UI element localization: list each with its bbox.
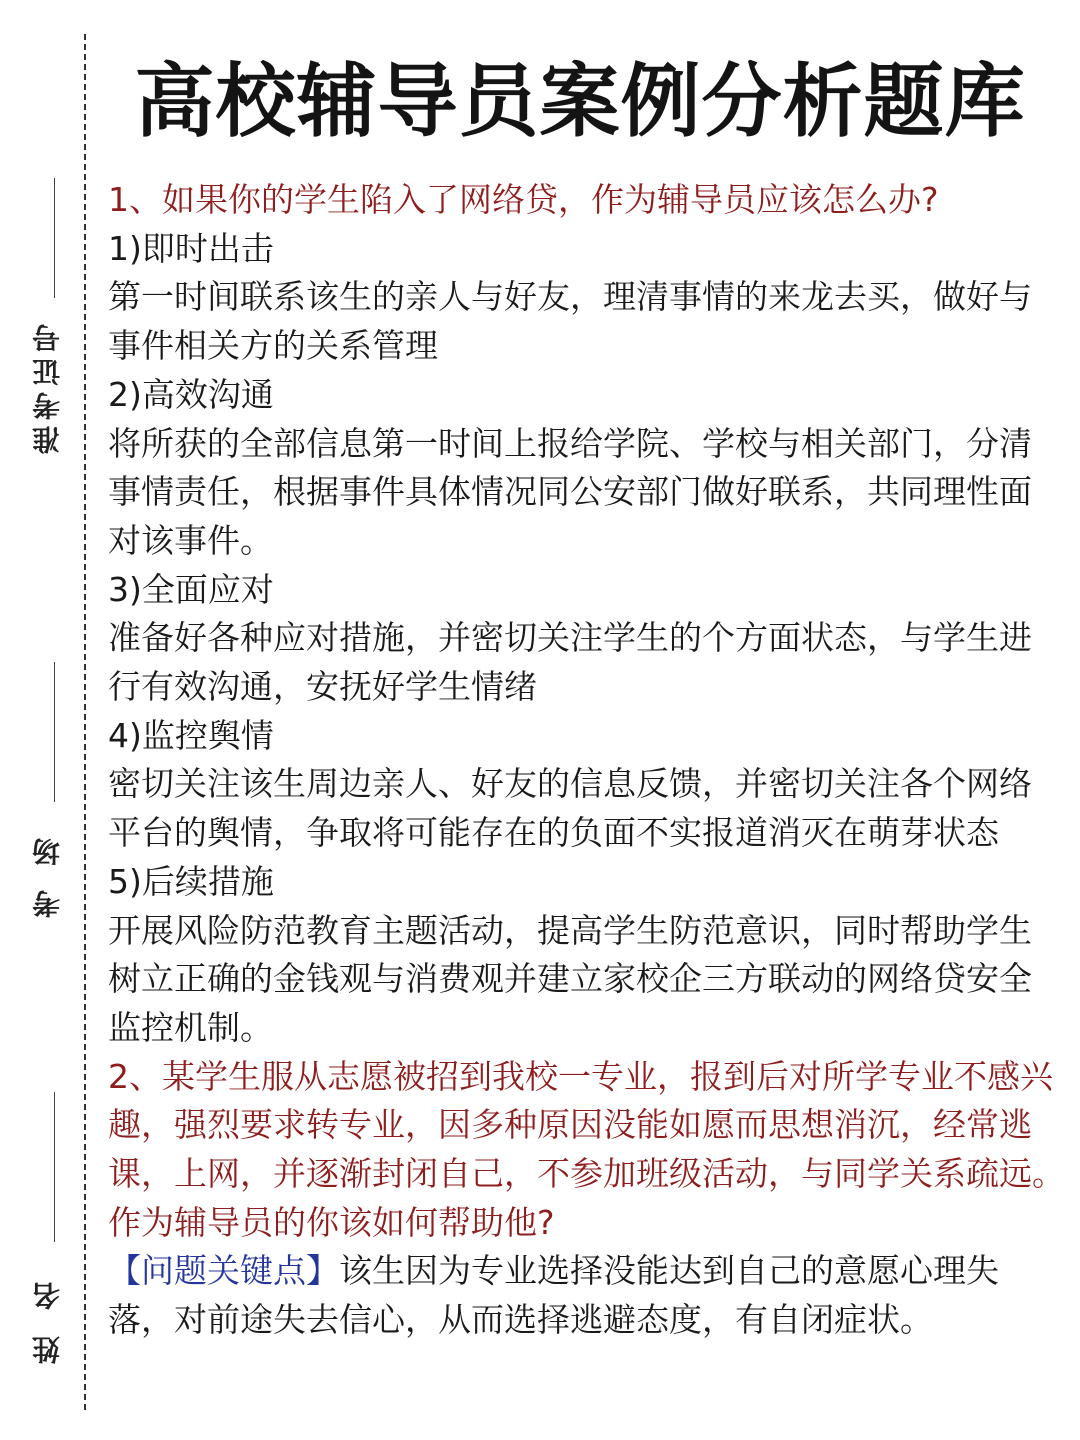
key-point-label: 【问题关键点】 [108, 1251, 339, 1291]
exam-room-label: 考场 [31, 814, 64, 918]
document-body [108, 176, 1065, 1345]
binding-dashed-line [84, 34, 86, 1410]
section-heading: 3)全面应对 [108, 569, 274, 609]
admission-no-underline [54, 178, 55, 298]
section-text: 准备好各种应对措施，并密切关注学生的个方面状态，与学生进行有效沟通，安抚好学生情绪 [108, 618, 1032, 707]
exam-room-underline [54, 662, 55, 802]
key-point-paragraph [108, 1247, 1058, 1344]
question-2: 2、某学生服从志愿被招到我校一专业，报到后对所学专业不感兴趣，强烈要求转专业，因多种原因没能如愿而思想消沉，经常逃课，上网，并逐渐封闭自己，不参加班级活动，与同学关系疏远。作为辅导员的你该如何帮助他? [108, 1056, 1065, 1242]
section-heading: 2)高效沟通 [108, 374, 274, 414]
section-heading: 1)即时出击 [108, 228, 274, 268]
admission-no-label: 准考证号 [31, 318, 64, 454]
page-title: 高校辅导员案例分析题库 [134, 55, 1026, 148]
section-heading: 5)后续措施 [108, 861, 274, 901]
section-text: 将所获的全部信息第一时间上报给学院、学校与相关部门，分清事情责任，根据事件具体情况同公安部门做好联系，共同理性面对该事件。 [108, 423, 1032, 560]
section-heading: 4)监控舆情 [108, 715, 274, 755]
name-underline [54, 1092, 55, 1242]
section-text: 第一时间联系该生的亲人与好友，理清事情的来龙去买，做好与事件相关方的关系管理 [108, 277, 1032, 366]
name-label: 姓名 [31, 1256, 64, 1364]
section-text: 开展风险防范教育主题活动，提高学生防范意识，同时帮助学生树立正确的金钱观与消费观并建立家校企三方联动的网络贷安全监控机制。 [108, 910, 1032, 1047]
key-point-text: 该生因为专业选择没能达到自己的意愿心理失落，对前途失去信心，从而选择逃避态度，有自闭症状。 [108, 1251, 999, 1340]
section-text: 密切关注该生周边亲人、好友的信息反馈，并密切关注各个网络平台的舆情，争取将可能存在的负面不实报道消灭在萌芽状态 [108, 764, 1032, 853]
question-1: 1、如果你的学生陷入了网络贷，作为辅导员应该怎么办? [108, 180, 939, 219]
